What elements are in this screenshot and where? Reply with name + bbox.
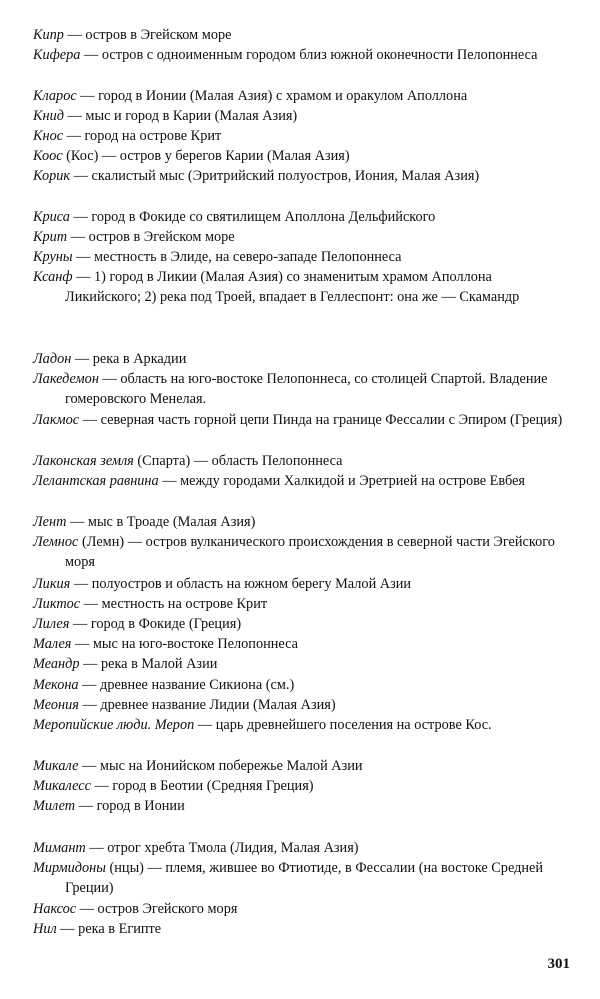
entry: Ксанф — 1) город в Ликии (Малая Азия) со знаменитым храмом Аполлона Ликийского; 2) река под Троей, впадает в Геллеспонт: она же — Скамандр [33,269,520,306]
entry: Криса — город в Фокиде со святилищем Аполлона Дельфийского [33,209,436,225]
entry: Мимант — отрог хребта Тмола (Лидия, Малая Азия) [33,840,359,856]
entry: Лакедемон — область на юго-востоке Пелопоннеса, со столицей Спартой. Владение гомеровского Менелая. [33,371,548,408]
entry: Ликия — полуостров и область на южном берегу Малой Азии [33,576,412,592]
entry: Микалесс — город в Беотии (Средняя Греция) [33,778,314,794]
entry: Мекона — древнее название Сикиона (см.) [33,677,295,693]
entry: Лакмос — северная часть горной цепи Пинда на границе Фессалии с Эпиром (Греция) [33,412,563,428]
entry: Ладон — река в Аркадии [33,351,187,367]
entry: Меандр — река в Малой Азии [33,656,218,672]
entry: Лилея — город в Фокиде (Греция) [33,616,242,632]
entry: Кларос — город в Ионии (Малая Азия) с храмом и оракулом Аполлона [33,88,468,104]
entry: Нил — река в Египте [33,921,162,937]
entry: Лемнос (Лемн) — остров вулканического происхождения в северной части Эгейского моря [33,534,555,571]
entry: Кнос — город на острове Крит [33,128,222,144]
entry: Кифера — остров с одноименным городом близ южной оконечности Пелопоннеса [33,47,538,63]
entry: Корик — скалистый мыс (Эритрийский полуостров, Иония, Малая Азия) [33,168,480,184]
entry: Книд — мыс и город в Карии (Малая Азия) [33,108,298,124]
entry: Милет — город в Ионии [33,798,185,814]
entry: Ликтос — местность на острове Крит [33,596,268,612]
entry: Микале — мыс на Ионийском побережье Малой Азии [33,758,363,774]
entry: Меония — древнее название Лидии (Малая Азия) [33,697,336,713]
entry: Круны — местность в Элиде, на северо-западе Пелопоннеса [33,249,402,265]
entry: Малея — мыс на юго-востоке Пелопоннеса [33,636,298,652]
entry: Наксос — остров Эгейского моря [33,901,238,917]
page-number: 301 [547,956,570,972]
entry: Лент — мыс в Троаде (Малая Азия) [33,514,256,530]
entry: Лелантская равнина — между городами Халкидой и Эретрией на острове Евбея [33,473,525,489]
entry: Меропийские люди. Мероп — царь древнейшего поселения на острове Кос. [33,717,492,733]
entry: Лаконская земля (Спарта) — область Пелопоннеса [33,453,343,469]
entry: Мирмидоны (нцы) — племя, жившее во Фтиотиде, в Фессалии (на востоке Средней Греции) [33,860,544,897]
entry: Кипр — остров в Эгейском море [33,27,232,43]
entry: Крит — остров в Эгейском море [33,229,235,245]
entry: Коос (Кос) — остров у берегов Карии (Малая Азия) [33,148,350,164]
